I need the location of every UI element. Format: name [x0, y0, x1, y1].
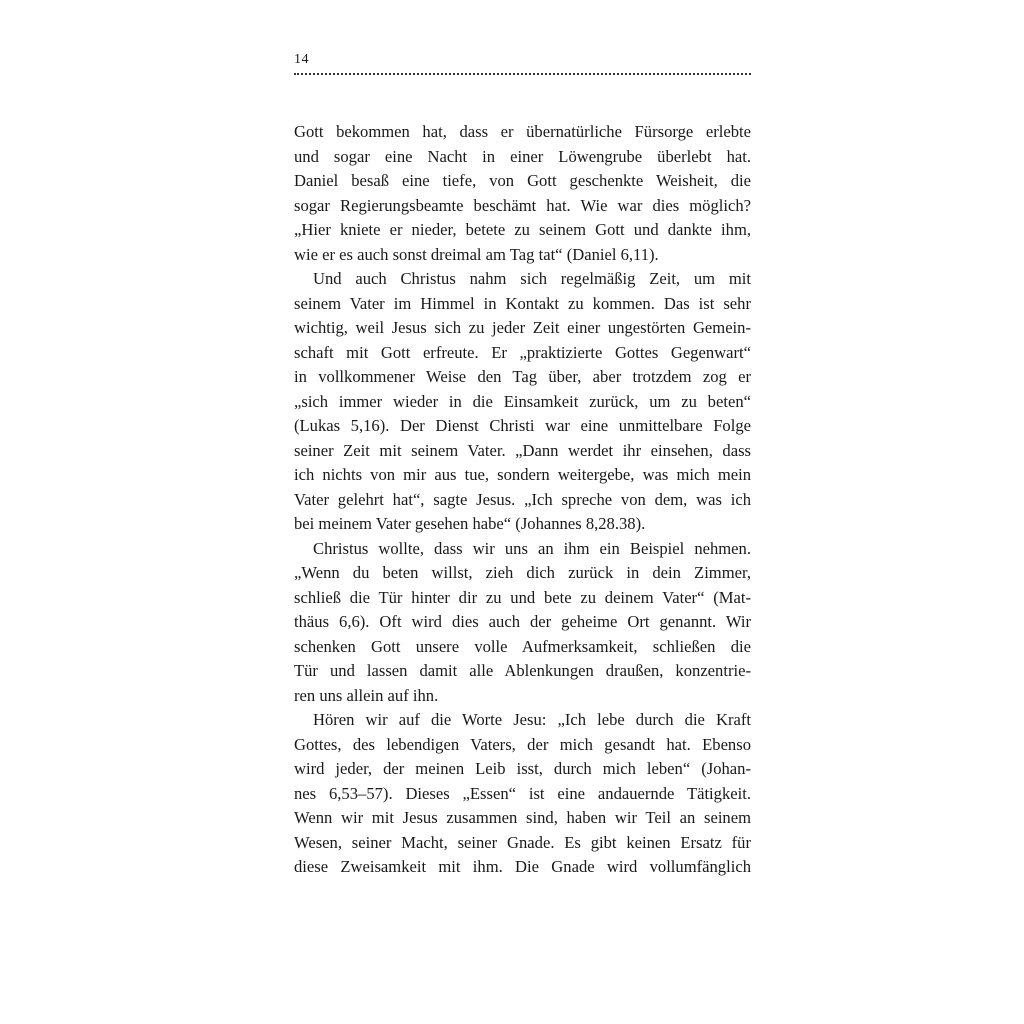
text-line: nes 6,53–57). Dieses „Essen“ ist eine andauernde Tätigkeit. [294, 783, 751, 803]
text-line: wichtig, weil Jesus sich zu jeder Zeit einer ungestörten Gemein- [294, 318, 751, 337]
body-text [294, 120, 751, 880]
text-line: ich nichts von mir aus tue, sondern weitergebe, was mich mein [294, 465, 751, 484]
text-line: Wesen, seiner Macht, seiner Gnade. Es gibt keinen Ersatz für [294, 832, 751, 852]
text-line: „Wenn du beten willst, zieh dich zurück in dein Zimmer, [294, 563, 751, 582]
text-line: Und auch Christus nahm sich regelmäßig Zeit, um mit [313, 269, 751, 288]
text-line: Vater gelehrt hat“, sagte Jesus. „Ich spreche von dem, was ich [294, 489, 751, 509]
text-line: „Hier kniete er nieder, betete zu seinem Gott und dankte ihm, [294, 220, 751, 239]
text-line: (Lukas 5,16). Der Dienst Christi war eine unmittelbare Folge [294, 416, 751, 435]
text-line: Tür und lassen damit alle Ablenkungen draußen, konzentrie- [294, 661, 751, 680]
text-line: „sich immer wieder in die Einsamkeit zurück, um zu beten“ [294, 391, 751, 411]
text-line: ren uns allein auf ihn. [294, 685, 439, 705]
text-line: seiner Zeit mit seinem Vater. „Dann werdet ihr einsehen, dass [294, 440, 751, 460]
text-line: diese Zweisamkeit mit ihm. Die Gnade wird vollumfänglich [294, 857, 751, 876]
text-line: sogar Regierungsbeamte beschämt hat. Wie war dies möglich? [294, 195, 751, 215]
text-line: und sogar eine Nacht in einer Löwengrube überlebt hat. [294, 146, 751, 166]
text-line: Daniel besaß eine tiefe, von Gott geschenkte Weisheit, die [294, 171, 751, 190]
header-dotted-rule [294, 73, 751, 75]
text-line: seinem Vater im Himmel in Kontakt zu kommen. Das ist sehr [294, 293, 751, 313]
text-line: Gottes, des lebendigen Vaters, der mich gesandt hat. Ebenso [294, 734, 751, 754]
text-line: Wenn wir mit Jesus zusammen sind, haben wir Teil an seinem [294, 808, 751, 827]
page-number: 14 [294, 52, 309, 67]
text-line: Christus wollte, dass wir uns an ihm ein Beispiel nehmen. [313, 538, 751, 558]
text-line: Gott bekommen hat, dass er übernatürliche Fürsorge erlebte [294, 122, 751, 141]
text-line: wie er es auch sonst dreimal am Tag tat“ (Daniel 6,11). [294, 244, 659, 264]
text-line: thäus 6,6). Oft wird dies auch der geheime Ort genannt. Wir [294, 612, 751, 631]
text-line: in vollkommener Weise den Tag über, aber trotzdem zog er [294, 367, 751, 386]
text-line: wird jeder, der meinen Leib isst, durch mich leben“ (Johan- [294, 759, 751, 778]
text-line: bei meinem Vater gesehen habe“ (Johannes 8,28.38). [294, 514, 646, 533]
text-line: Hören wir auf die Worte Jesu: „Ich lebe durch die Kraft [313, 710, 751, 729]
text-line: schaft mit Gott erfreute. Er „praktizierte Gottes Gegenwart“ [294, 342, 751, 362]
text-line: schließ die Tür hinter dir zu und bete zu deinem Vater“ (Mat- [294, 587, 751, 607]
text-line: schenken Gott unsere volle Aufmerksamkeit, schließen die [294, 636, 751, 656]
